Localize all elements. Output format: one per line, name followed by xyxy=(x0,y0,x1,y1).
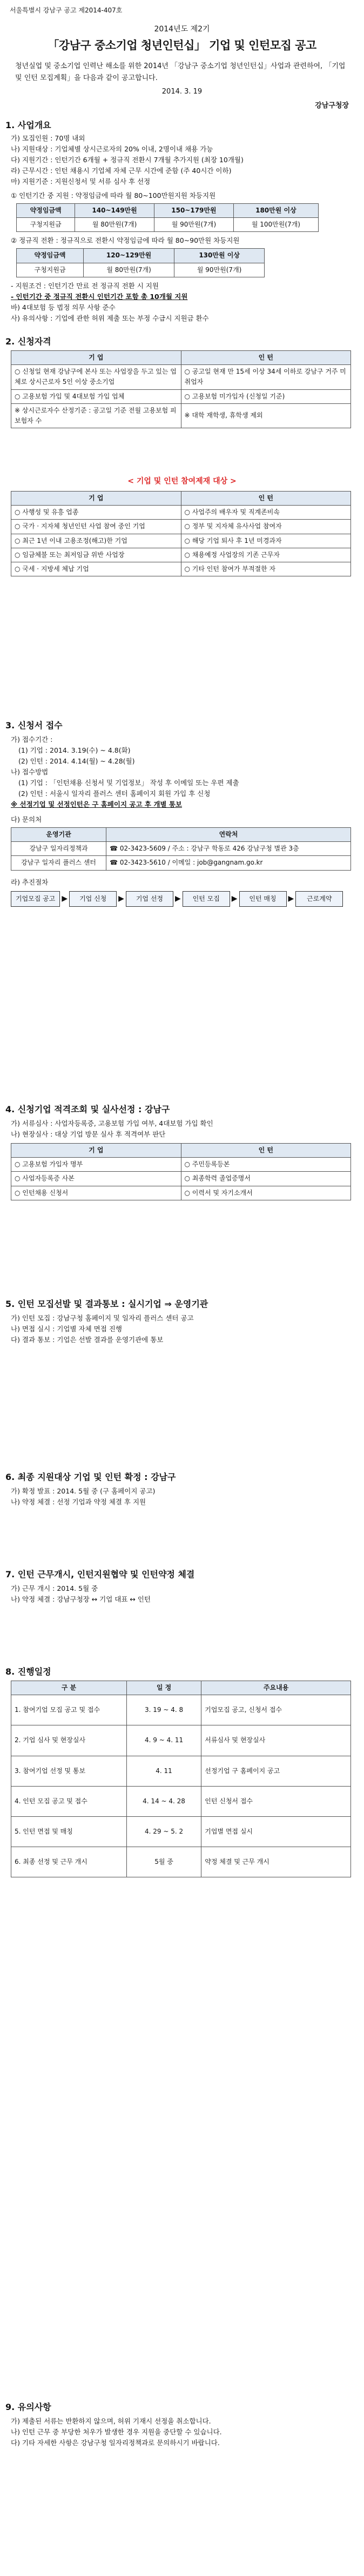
section-5-body xyxy=(11,1313,355,1345)
table-cell: ○ 임금체불 또는 최저임금 위반 사업장 xyxy=(11,548,181,562)
table-row xyxy=(11,1847,351,1877)
line: (1) 기업 : 「인턴채용 신청서 및 기업정보」 작성 후 이메일 또는 우편 제출 xyxy=(18,779,239,787)
document-title: 「강남구 중소기업 청년인턴십」 기업 및 인턴모집 공고 xyxy=(48,39,316,52)
table-row xyxy=(11,506,351,520)
flow-step: 기업모집 공고 xyxy=(11,891,60,907)
restriction-body xyxy=(11,491,355,576)
flow-step: 기업 선정 xyxy=(126,891,173,907)
eligibility-table xyxy=(11,350,351,428)
table-header: 기 업 xyxy=(11,351,181,365)
note-line: - 지원조건 : 인턴기간 만료 전 정규직 전환 시 지원 xyxy=(11,281,159,290)
table-row xyxy=(11,548,351,562)
flow-step: 인턴 모집 xyxy=(183,891,230,907)
table-header: 주요내용 xyxy=(201,1681,351,1695)
schedule-table xyxy=(11,1681,351,1877)
table-cell: ○ 사업자등록증 사본 xyxy=(11,1172,181,1186)
table-cell: 4. 14 ~ 4. 28 xyxy=(126,1786,201,1816)
table-cell: 인턴 신청서 접수 xyxy=(201,1786,351,1816)
arrow-right-icon: ▶ xyxy=(118,894,124,903)
table-caption: ① 인턴기간 중 지원 : 약정임금에 따라 월 80~100만원지원 차등지원 xyxy=(11,191,216,200)
table-cell: ○ 주민등록등본 xyxy=(181,1158,351,1172)
section-5-title: 5. 인턴 모집선발 및 결과통보 : 실시기업 ⇒ 운영기관 xyxy=(5,1299,208,1309)
table-cell: 3. 19 ~ 4. 8 xyxy=(126,1695,201,1725)
section-7-title: 7. 인턴 근무개시, 인턴지원협약 및 인턴약정 체결 xyxy=(5,1569,195,1579)
subsidy-table-regular xyxy=(16,248,265,277)
line: 나) 약정 체결 : 선정 기업과 약정 체결 후 지원 xyxy=(11,1498,146,1506)
table-cell: 1. 참여기업 모집 공고 및 접수 xyxy=(11,1695,127,1725)
line: 다) 기타 자세한 사항은 강남구청 일자리정책과로 문의하시기 바랍니다. xyxy=(11,2439,220,2447)
signer: 강남구청장 xyxy=(315,102,349,110)
table-row xyxy=(11,403,351,428)
table-cell: 4. 11 xyxy=(126,1756,201,1786)
restriction-table xyxy=(11,491,351,576)
table-cell: ○ 최종학력 졸업증명서 xyxy=(181,1172,351,1186)
table-cell: ○ 기타 인턴 참여가 부적절한 자 xyxy=(181,562,351,576)
line: 나) 지원대상 : 기업체별 상시근로자의 20% 이내, 2명이내 채용 가능 xyxy=(11,145,213,153)
document-date: 2014. 3. 19 xyxy=(161,88,203,96)
line: ※ 선정기업 및 선정인턴은 구 홈페이지 공고 후 개별 통보 xyxy=(11,800,182,808)
table-row xyxy=(11,534,351,548)
arrow-right-icon: ▶ xyxy=(174,894,181,903)
section-7-body xyxy=(11,1583,355,1605)
note-line: 바) 4대보험 등 법정 의무 사항 준수 xyxy=(11,303,116,311)
table-cell: 약정 체결 및 근무 개시 xyxy=(201,1847,351,1877)
table-cell: ○ 인턴채용 신청서 xyxy=(11,1186,181,1200)
table-row xyxy=(11,520,351,534)
line: (1) 기업 : 2014. 3.19(수) ~ 4.8(화) xyxy=(18,746,131,754)
table-header: 140~149만원 xyxy=(75,204,154,218)
note-line: 사) 유의사항 : 기업에 관한 허위 제출 또는 부정 수급시 지원금 환수 xyxy=(11,314,209,322)
table-row xyxy=(11,1172,351,1186)
note-line: - 인턴기간 중 정규직 전환시 인턴기간 포함 총 10개월 지원 xyxy=(11,292,188,301)
section-8-body xyxy=(11,1681,355,1877)
subsidy-table-intern xyxy=(16,203,319,232)
table-cell: 5월 중 xyxy=(126,1847,201,1877)
line: 가) 확정 발표 : 2014. 5월 중 (구 홈페이지 공고) xyxy=(11,1487,156,1495)
table-cell: ○ 고용보험 가입 및 4대보험 가입 업체 xyxy=(11,389,181,403)
document-period: 2014년도 제2기 xyxy=(154,25,210,34)
table-cell: 월 100만원(7개) xyxy=(233,218,318,232)
table-cell: 기업별 면접 실시 xyxy=(201,1816,351,1847)
table-cell: ○ 사업주의 배우자 및 직계존비속 xyxy=(181,506,351,520)
section-1-title: 1. 사업개요 xyxy=(5,120,51,130)
table-row xyxy=(11,1725,351,1756)
table-cell: ○ 고용보험 가입자 명부 xyxy=(11,1158,181,1172)
table-header: 구 분 xyxy=(11,1681,127,1695)
table-header: 일 정 xyxy=(126,1681,201,1695)
table-cell: ○ 고용보험 미가입자 (신청일 기준) xyxy=(181,389,351,403)
table-caption: ② 정규직 전환 : 정규직으로 전환시 약정임금에 따라 월 80~90만원 차등지원 xyxy=(11,236,240,245)
section-6-title: 6. 최종 지원대상 기업 및 인턴 확정 : 강남구 xyxy=(5,1472,176,1482)
line: 가) 인턴 모집 : 강남구청 홈페이지 및 일자리 플러스 센터 공고 xyxy=(11,1314,194,1322)
line: 나) 현장실사 : 대상 기업 방문 실사 후 적격여부 판단 xyxy=(11,1130,166,1138)
table-row xyxy=(11,562,351,576)
table-row xyxy=(11,1158,351,1172)
table-row xyxy=(11,1695,351,1725)
section-4-title: 4. 신청기업 적격조회 및 실사선정 : 강남구 xyxy=(5,1104,170,1114)
intro-paragraph: 청년실업 및 중소기업 인력난 해소를 위한 2014년 「강남구 중소기업 청년인턴십」사업과 관련하여, 「기업 및 인턴 모집계획」을 다음과 같이 공고합니다. xyxy=(15,62,346,83)
table-header: 130만원 이상 xyxy=(174,249,265,263)
table-cell: 월 80만원(7개) xyxy=(83,263,174,277)
table-cell: ○ 해당 기업 퇴사 후 1년 미경과자 xyxy=(181,534,351,548)
table-header: 연락처 xyxy=(106,828,351,842)
table-cell: 강남구 일자리정책과 xyxy=(11,842,106,856)
table-cell: 2. 기업 심사 및 현장실사 xyxy=(11,1725,127,1756)
process-flow xyxy=(11,891,355,907)
section-3-body xyxy=(11,734,355,907)
table-cell: 서류심사 및 현장실사 xyxy=(201,1725,351,1756)
table-cell: 4. 인턴 모집 공고 및 접수 xyxy=(11,1786,127,1816)
section-1-body xyxy=(11,133,355,324)
line: (2) 인턴 : 서울시 일자리 플러스 센터 홈페이지 회원 가입 후 신청 xyxy=(18,789,211,798)
line: 나) 접수방법 xyxy=(11,768,49,776)
table-cell: 월 90만원(7개) xyxy=(154,218,234,232)
table-cell: ○ 최근 1년 이내 고용조정(해고)한 기업 xyxy=(11,534,181,548)
table-header: 120~129만원 xyxy=(83,249,174,263)
section-2-title: 2. 신청자격 xyxy=(5,336,51,347)
section-6-body xyxy=(11,1486,355,1508)
line: 마) 지원기준 : 지원신청서 및 서류 심사 후 선정 xyxy=(11,177,151,185)
table-cell: ○ 이력서 및 자기소개서 xyxy=(181,1186,351,1200)
table-row xyxy=(11,856,351,870)
table-cell: 6. 최종 선정 및 근무 개시 xyxy=(11,1847,127,1877)
table-row xyxy=(11,842,351,856)
table-header: 운영기관 xyxy=(11,828,106,842)
line: 다) 지원기간 : 인턴기간 6개월 + 정규직 전환시 7개월 추가지원 (최장 10개월) xyxy=(11,156,244,164)
table-cell: ○ 국가 · 지자체 청년인턴 사업 참여 중인 기업 xyxy=(11,520,181,534)
table-header: 기 업 xyxy=(11,492,181,506)
table-cell: ○ 정부 및 지자체 유사사업 참여자 xyxy=(181,520,351,534)
notice-number: 서울특별시 강남구 공고 제2014-407호 xyxy=(10,6,123,14)
table-row xyxy=(11,1786,351,1816)
section-4-body xyxy=(11,1118,355,1200)
line: 나) 인턴 근무 중 부당한 처우가 발생한 경우 지원을 중단할 수 있습니다. xyxy=(11,2428,222,2436)
flow-step: 근로계약 xyxy=(295,891,343,907)
table-cell: ☎ 02-3423-5610 / 이메일 : job@gangnam.go.kr xyxy=(106,856,351,870)
section-9-body xyxy=(11,2416,355,2448)
table-row xyxy=(11,365,351,389)
table-header: 기 업 xyxy=(11,1144,181,1158)
table-header: 150~179만원 xyxy=(154,204,234,218)
line: 나) 면접 실시 : 기업별 자체 면접 진행 xyxy=(11,1325,122,1333)
table-row xyxy=(11,1186,351,1200)
table-row xyxy=(17,263,265,277)
table-cell: 3. 참여기업 선정 및 통보 xyxy=(11,1756,127,1786)
restriction-subhead: < 기업 및 인턴 참여제재 대상 > xyxy=(127,477,237,486)
line: (2) 인턴 : 2014. 4.14(월) ~ 4.28(월) xyxy=(18,757,135,765)
table-row xyxy=(11,1816,351,1847)
table-header: 약정임금액 xyxy=(17,204,75,218)
line: 가) 접수기간 : xyxy=(11,735,53,743)
table-cell: ☎ 02-3423-5609 / 주소 : 강남구 학동로 426 강남구청 별관 3층 xyxy=(106,842,351,856)
table-header: 인 턴 xyxy=(181,492,351,506)
documents-table xyxy=(11,1143,351,1200)
table-header: 인 턴 xyxy=(181,351,351,365)
table-cell: ○ 국세 · 지방세 체납 기업 xyxy=(11,562,181,576)
line: 가) 근무 개시 : 2014. 5월 중 xyxy=(11,1584,98,1592)
table-cell: 월 80만원(7개) xyxy=(75,218,154,232)
flow-step: 인턴 매칭 xyxy=(239,891,287,907)
table-cell: ※ 상시근로자수 산정기준 : 공고일 기준 전월 고용보험 피보험자 수 xyxy=(11,403,181,428)
line: 가) 제출된 서류는 반환하지 않으며, 허위 기재시 선정을 취소합니다. xyxy=(11,2417,211,2425)
flow-step: 기업 신청 xyxy=(69,891,117,907)
section-8-title: 8. 진행일정 xyxy=(5,1667,51,1677)
line: 다) 결과 통보 : 기업은 선발 결과를 운영기관에 통보 xyxy=(11,1336,164,1344)
table-header: 180만원 이상 xyxy=(233,204,318,218)
table-cell: ○ 사행성 및 유흥 업종 xyxy=(11,506,181,520)
table-cell: 구청지원금 xyxy=(17,263,84,277)
arrow-right-icon: ▶ xyxy=(288,894,294,903)
table-cell: 구청지원금 xyxy=(17,218,75,232)
table-cell: ○ 신청일 현재 강남구에 본사 또는 사업장을 두고 있는 업체로 상시근로자 5인 이상 중소기업 xyxy=(11,365,181,389)
line: 가) 서류심사 : 사업자등록증, 고용보험 가입 여부, 4대보험 가입 확인 xyxy=(11,1119,213,1127)
table-cell: 선정기업 구 홈페이지 공고 xyxy=(201,1756,351,1786)
section-2-body xyxy=(11,350,355,428)
table-cell: 4. 29 ~ 5. 2 xyxy=(126,1816,201,1847)
section-9-title: 9. 유의사항 xyxy=(5,2402,51,2412)
arrow-right-icon: ▶ xyxy=(231,894,238,903)
line: 라) 근무시간 : 인턴 채용시 기업체 자체 근무 시간에 준함 (주 40시간 이하) xyxy=(11,167,232,175)
table-cell: 5. 인턴 면접 및 매칭 xyxy=(11,1816,127,1847)
table-header: 약정임금액 xyxy=(17,249,84,263)
table-header: 인 턴 xyxy=(181,1144,351,1158)
contacts-table xyxy=(11,827,351,871)
table-cell: ○ 채용예정 사업장의 기존 근무자 xyxy=(181,548,351,562)
contacts-caption: 다) 문의처 xyxy=(11,815,42,824)
table-cell: 기업모집 공고, 신청서 접수 xyxy=(201,1695,351,1725)
table-cell: 강남구 일자리 플러스 센터 xyxy=(11,856,106,870)
section-3-title: 3. 신청서 접수 xyxy=(5,720,63,731)
line: 가) 모집인원 : 70명 내외 xyxy=(11,134,85,142)
table-cell: ※ 대학 재학생, 휴학생 제외 xyxy=(181,403,351,428)
table-cell: 월 90만원(7개) xyxy=(174,263,265,277)
table-row xyxy=(11,389,351,403)
flow-caption: 라) 추진절차 xyxy=(11,878,49,886)
table-row xyxy=(17,218,319,232)
table-cell: 4. 9 ~ 4. 11 xyxy=(126,1725,201,1756)
arrow-right-icon: ▶ xyxy=(62,894,68,903)
table-row xyxy=(11,1756,351,1786)
line: 나) 약정 체결 : 강남구청장 ↔ 기업 대표 ↔ 인턴 xyxy=(11,1595,151,1603)
table-cell: ○ 공고일 현재 만 15세 이상 34세 이하로 강남구 거주 미취업자 xyxy=(181,365,351,389)
